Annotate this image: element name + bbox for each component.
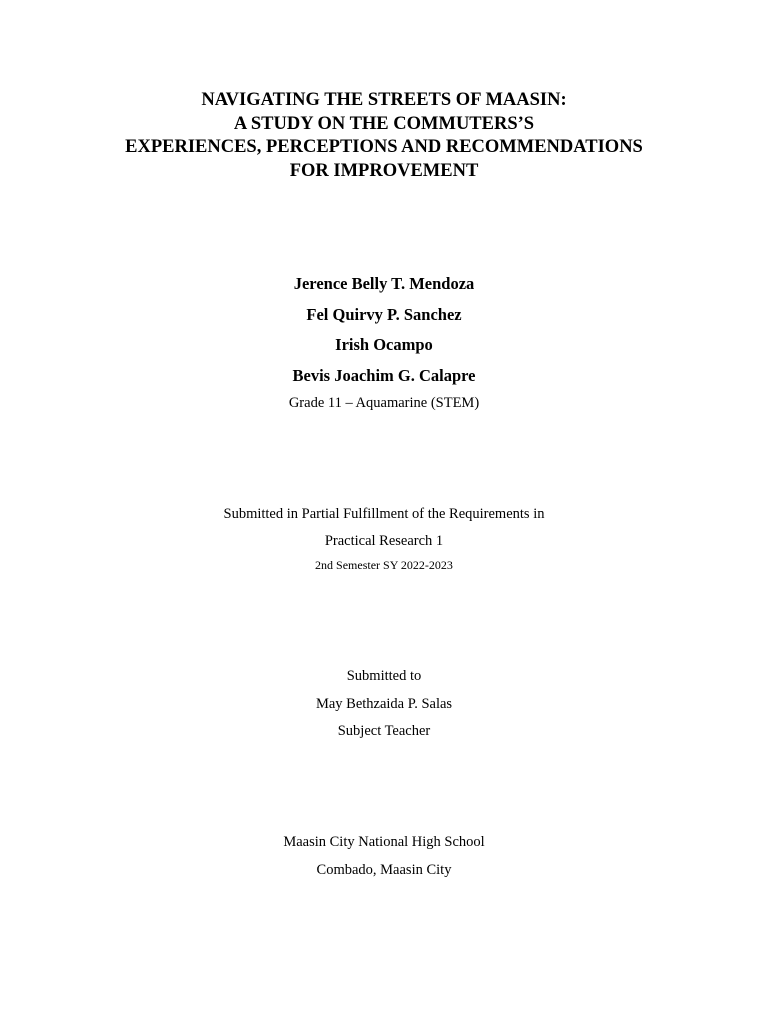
semester-term: 2nd Semester SY 2022-2023 [315, 558, 453, 572]
author-3: Irish Ocampo [335, 335, 433, 354]
author-1: Jerence Belly T. Mendoza [293, 274, 475, 293]
course-name: Practical Research 1 [324, 533, 444, 549]
school-name: Maasin City National High School [283, 834, 485, 850]
school-address: Combado, Maasin City [316, 862, 452, 878]
title-line-4: FOR IMPROVEMENT [289, 161, 479, 181]
title-line-1: NAVIGATING THE STREETS OF MAASIN: [201, 90, 567, 110]
submitted-to-label: Submitted to [346, 668, 422, 684]
teacher-name: May Bethzaida P. Salas [315, 696, 453, 712]
grade-section: Grade 11 – Aquamarine (STEM) [288, 395, 480, 411]
teacher-role: Subject Teacher [337, 723, 431, 739]
title-line-2: A STUDY ON THE COMMUTERS’S [233, 114, 535, 134]
title-line-3: EXPERIENCES, PERCEPTIONS AND RECOMMENDATIONS [125, 137, 643, 157]
author-4: Bevis Joachim G. Calapre [292, 366, 476, 385]
submission-statement: Submitted in Partial Fulfillment of the Requirements in [223, 506, 545, 522]
author-2: Fel Quirvy P. Sanchez [306, 305, 462, 324]
